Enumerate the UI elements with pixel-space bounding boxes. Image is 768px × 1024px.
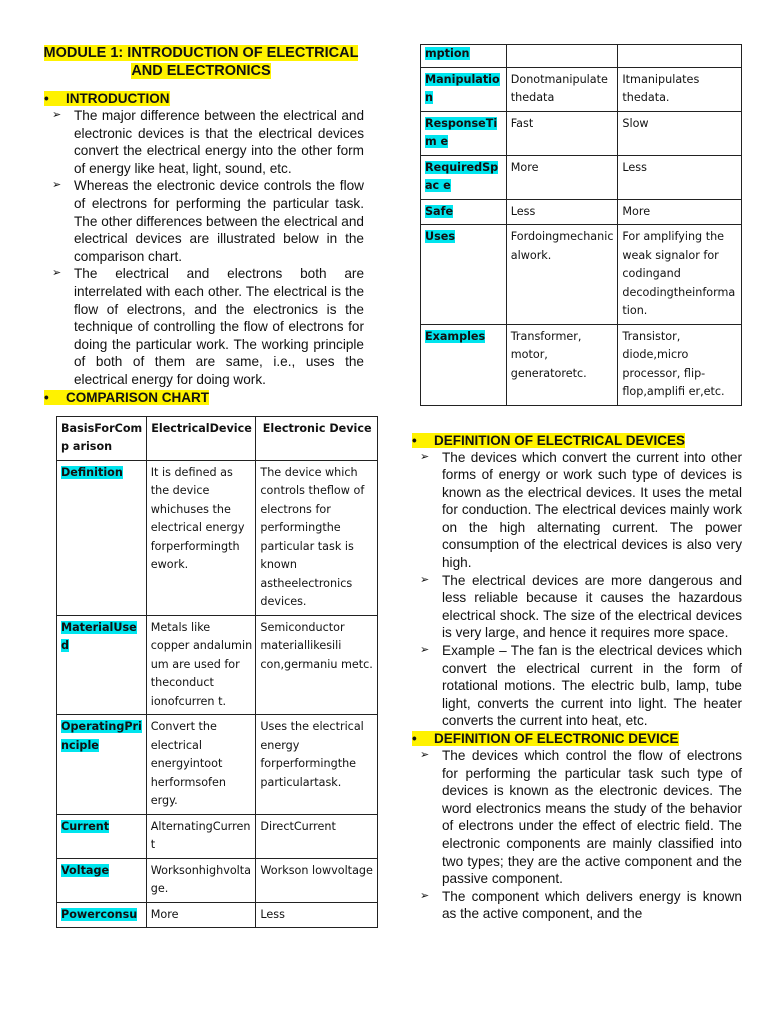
table-row xyxy=(57,460,378,615)
cell-electrical: Convert the electrical energyintoot herformsofen ergy. xyxy=(146,715,256,815)
cell-electronic: The device which controls theflow of electrons for performingthe particular task is known astheelectronics devices. xyxy=(256,460,378,615)
list-item xyxy=(38,177,364,265)
cell-electrical: Less xyxy=(506,199,618,225)
header-cell-electrical: ElectricalDevice xyxy=(146,416,256,460)
row-key xyxy=(421,67,507,111)
list-item xyxy=(406,449,742,572)
electrical-devices-heading-text: DEFINITION OF ELECTRICAL DEVICES xyxy=(434,432,686,448)
electrical-devices-heading xyxy=(406,432,742,449)
electronic-device-heading-text: DEFINITION OF ELECTRONIC DEVICE xyxy=(434,731,679,746)
table-row xyxy=(57,615,378,715)
list-item xyxy=(406,747,742,888)
arrow-bullet-icon: ➢ xyxy=(52,109,62,121)
cell-electrical: More xyxy=(506,155,618,199)
row-key xyxy=(421,199,507,225)
cell-electrical: More xyxy=(146,902,256,928)
list-item xyxy=(406,572,742,642)
table-row xyxy=(57,814,378,858)
list-item-text: The major difference between the electrical and electronic devices is that the electrical devices convert the electrical energy into the other form of energy like heat, light, sound, etc. xyxy=(74,108,364,176)
table-row xyxy=(421,324,742,405)
cell-electronic: DirectCurrent xyxy=(256,814,378,858)
comparison-heading-text: COMPARISON CHART xyxy=(66,389,209,405)
row-key xyxy=(57,615,147,715)
header-cell-electronic: Electronic Device xyxy=(256,416,378,460)
comparison-table-part1 xyxy=(56,416,378,929)
cell-electrical xyxy=(506,45,618,68)
row-key-text: Manipulation xyxy=(425,72,500,104)
list-item-text: Example – The fan is the electrical devices which convert the electrical current in the form of rotational motions. The electric bulb, lamp, tube light, converts the current into light. The heater converts the current into heat, etc. xyxy=(442,643,742,729)
row-key-text: Examples xyxy=(425,329,486,343)
list-item-text: The electrical devices are more dangerous and less reliable because it causes the hazardous electrical shock. The size of the electrical devices is very large, and hence it requires more space. xyxy=(442,572,742,641)
table-row xyxy=(421,67,742,111)
row-key xyxy=(421,225,507,325)
introduction-heading-text: INTRODUCTION xyxy=(66,91,170,106)
cell-electrical: Metals like copper andalumin um are used for theconduct ionofcurren t. xyxy=(146,615,256,715)
electrical-devices-list xyxy=(406,449,742,731)
list-item-text: The devices which convert the current into other forms of energy or work such type of devices is known as the electrical devices. It uses the metal for conduction. The electrical devices mainly work on the high alternating current. The power consumption of the electrical devices is also very high. xyxy=(442,449,742,571)
cell-electrical: Fordoingmechanic alwork. xyxy=(506,225,618,325)
cell-electrical: AlternatingCurren t xyxy=(146,814,256,858)
cell-electronic: Transistor, diode,micro processor, flip- flop,amplifi er,etc. xyxy=(618,324,742,405)
comparison-heading xyxy=(38,389,364,406)
row-key-text: Voltage xyxy=(61,863,110,877)
cell-electronic: Semiconductor materiallikesili con,germaniu metc. xyxy=(256,615,378,715)
list-item xyxy=(38,107,364,177)
cell-electrical: Transformer, motor, generatoretc. xyxy=(506,324,618,405)
table-row xyxy=(421,155,742,199)
row-key-text: RequiredSpac e xyxy=(425,160,499,192)
arrow-bullet-icon: ➢ xyxy=(420,573,430,586)
table-row xyxy=(57,715,378,815)
row-key-text: OperatingPri nciple xyxy=(61,720,142,752)
cell-electronic: Uses the electrical energy forperformingthe particulartask. xyxy=(256,715,378,815)
bullet-icon: • xyxy=(44,91,49,106)
table-row xyxy=(57,858,378,902)
row-key-text: Uses xyxy=(425,230,455,243)
row-key-text: ResponseTim e xyxy=(425,116,498,148)
cell-electronic: Itmanipulates thedata. xyxy=(618,67,742,111)
row-key xyxy=(57,814,147,858)
row-key xyxy=(421,111,507,155)
cell-electronic xyxy=(618,45,742,68)
list-item xyxy=(38,265,364,388)
table-row xyxy=(421,45,742,68)
cell-electrical: It is defined as the device whichuses the electrical energy forperformingth ework. xyxy=(146,460,256,615)
row-key xyxy=(421,324,507,405)
module-title-line2: AND ELECTRONICS xyxy=(131,63,271,79)
header-cell-basis: BasisForComp arison xyxy=(57,416,147,460)
row-key xyxy=(421,155,507,199)
arrow-bullet-icon: ➢ xyxy=(420,889,430,902)
row-key-text: Safe xyxy=(425,204,454,218)
module-title-line1: MODULE 1: INTRODUCTION OF ELECTRICAL xyxy=(43,45,359,61)
list-item-text: The devices which control the flow of electrons for performing the particular task such type of devices is known as the electronic devices. The word electronics means the study of the behavior of electrons under the effect of electric field. The electronic components are mainly classified into two types; they are the active component and the passive component. xyxy=(442,748,742,887)
arrow-bullet-icon: ➢ xyxy=(52,179,62,192)
row-key-text: mption xyxy=(425,47,470,60)
cell-electrical: Fast xyxy=(506,111,618,155)
row-key-text: Powerconsu xyxy=(61,907,138,921)
table-header-row xyxy=(57,416,378,460)
row-key xyxy=(57,902,147,928)
module-title xyxy=(38,44,364,80)
table-row xyxy=(421,199,742,225)
bullet-icon: • xyxy=(412,731,417,746)
bullet-icon: • xyxy=(44,389,49,405)
table-row xyxy=(421,225,742,325)
bullet-icon: • xyxy=(412,432,417,448)
cell-electrical: Worksonhighvolta ge. xyxy=(146,858,256,902)
arrow-bullet-icon: ➢ xyxy=(420,749,430,761)
table-row xyxy=(421,111,742,155)
row-key xyxy=(57,460,147,615)
introduction-list xyxy=(38,107,364,389)
cell-electronic: Less xyxy=(618,155,742,199)
list-item xyxy=(406,888,742,923)
list-item-text: The electrical and electrons both are interrelated with each other. The electrical is the flow of electrons, and the electronics is the technique of controlling the flow of electrons for doing the particular work. The working principle of both of them are same, i.e., uses the electrical energy for doing work. xyxy=(74,266,364,387)
arrow-bullet-icon: ➢ xyxy=(420,450,430,463)
row-key-text: Definition xyxy=(61,465,123,479)
comparison-table-part2 xyxy=(420,44,742,406)
table-row xyxy=(57,902,378,928)
list-item-text: Whereas the electronic device controls the flow of electrons for performing the particular task. The other differences between the electrical and electrical devices are illustrated below in the comparison chart. xyxy=(74,178,364,264)
cell-electronic: More xyxy=(618,199,742,225)
left-column xyxy=(38,44,373,928)
row-key xyxy=(421,45,507,68)
row-key xyxy=(57,858,147,902)
arrow-bullet-icon: ➢ xyxy=(52,267,62,280)
cell-electronic: Less xyxy=(256,902,378,928)
cell-electronic: Workson lowvoltage xyxy=(256,858,378,902)
cell-electronic: Slow xyxy=(618,111,742,155)
electronic-device-list xyxy=(406,747,742,923)
row-key-text: Current xyxy=(61,819,110,833)
list-item xyxy=(406,642,742,730)
arrow-bullet-icon: ➢ xyxy=(420,644,430,657)
cell-electrical: Donotmanipulate thedata xyxy=(506,67,618,111)
right-column xyxy=(406,44,742,923)
introduction-heading xyxy=(38,90,364,107)
electronic-device-heading xyxy=(406,730,742,747)
cell-electronic: For amplifying the weak signalor for codingand decodingtheinforma tion. xyxy=(618,225,742,325)
row-key xyxy=(57,715,147,815)
list-item-text: The component which delivers energy is known as the active component, and the xyxy=(442,888,742,922)
row-key-text: MaterialUsed xyxy=(61,620,137,652)
